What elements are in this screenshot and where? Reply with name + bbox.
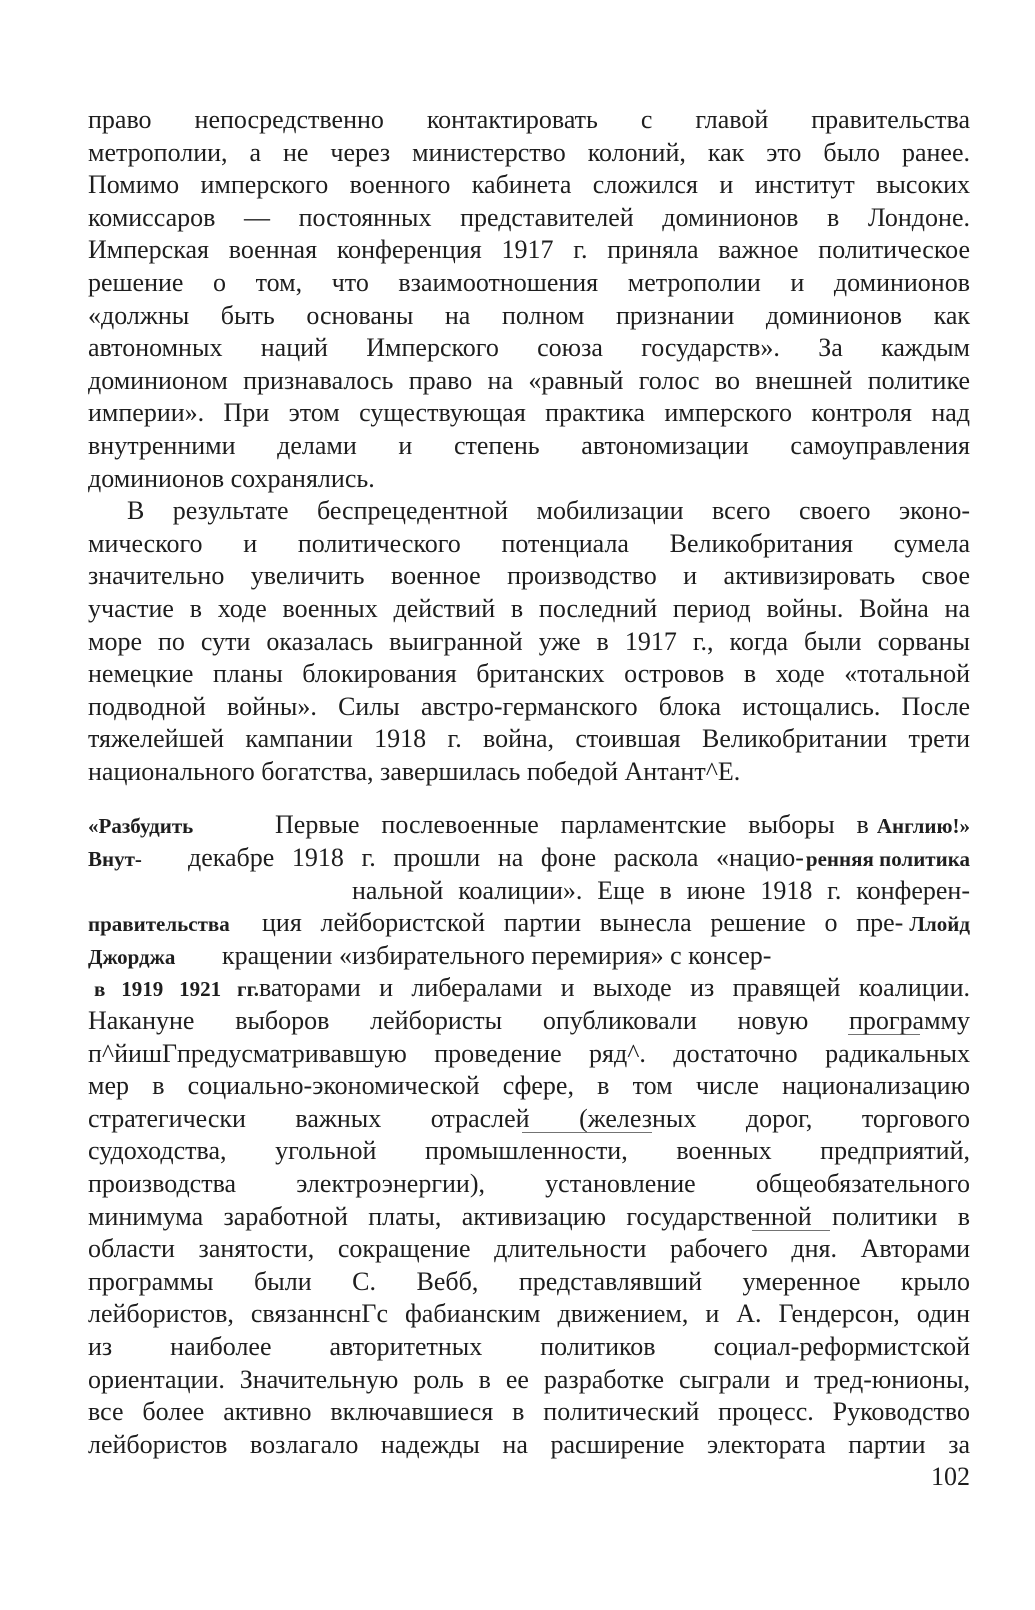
text-line: программы были С. Вебб, представлявший умеренное крыло [88, 1266, 970, 1296]
text-line: п^йишГпредусматривавшую проведение ряд^. достаточно радикальных [88, 1038, 970, 1068]
margin-note: Англию!» [876, 814, 970, 839]
text-line: внутренними делами и степень автономизации самоуправления [88, 430, 970, 460]
text-line: участие в ходе военных действий в последний период войны. Война на [88, 593, 970, 623]
text-run: кращении «избирательного перемирия» с консер- [222, 940, 772, 970]
text-line: империи». При этом существующая практика имперского контроля над [88, 398, 970, 428]
text-line: тяжелейшей кампании 1918 г. война, стоившая Великобритании трети [88, 724, 970, 754]
text-line: области занятости, сокращение длительности рабочего дня. Авторами [88, 1234, 970, 1264]
text-line: из наиболее авторитетных политиков социал-реформистской [88, 1331, 970, 1361]
text-line: все более активно включавшиеся в политический процесс. Руководство [88, 1397, 970, 1427]
text-line [88, 972, 970, 1005]
text-line: доминионом признавалось право на «равный голос во внешней политике [88, 365, 970, 395]
margin-note: в 1919 1921 гг. [94, 977, 259, 1002]
text-line [88, 940, 970, 973]
text-line [88, 907, 970, 940]
text-line: нальной коалиции». Еще в июне 1918 г. конферен- [352, 875, 970, 905]
text-line: «должны быть основаны на полном признании доминионов как [88, 300, 970, 330]
text-line: решение о том, что взаимоотношения метрополии и доминионов [88, 267, 970, 297]
pencil-underline [848, 1034, 920, 1035]
margin-note: Внут- [88, 847, 142, 872]
text-run: ваторами и либералами и выходе из правящей коалиции. [259, 973, 970, 1003]
text-line: ориентации. Значительную роль в ее разработке сыграли и тред-юнионы, [88, 1364, 970, 1394]
text-line: Помимо имперского военного кабинета сложился и институт высоких [88, 170, 970, 200]
margin-note: Ллойд [909, 912, 970, 937]
text-line: метрополии, а не через министерство колоний, как это было ранее. [88, 137, 970, 167]
pencil-underline [522, 1132, 652, 1133]
page-text [88, 104, 970, 1494]
text-line [88, 842, 970, 875]
text-run: ция лейбористской партии вынесла решение о пре- [262, 908, 904, 938]
text-line: судоходства, угольной промышленности, военных предприятий, [88, 1136, 970, 1166]
text-line: стратегически важных отраслей (железных дорог, торгового [88, 1103, 970, 1133]
text-line: лейбористов возлагало надежды на расширение электората партии за [88, 1429, 970, 1459]
text-line: Имперская военная конференция 1917 г. приняла важное политическое [88, 235, 970, 265]
pencil-underline [752, 1230, 830, 1231]
text-line: минимума заработной платы, активизацию государственной политики в [88, 1201, 970, 1231]
page-number: 102 [931, 1462, 970, 1492]
text-line: доминионов сохранялись. [88, 463, 375, 493]
text-run: Первые послевоенные парламентские выборы в [275, 810, 869, 840]
text-line: национального богатства, завершилась победой Антант^Е. [88, 756, 741, 786]
margin-note: ренняя политика [805, 847, 970, 872]
text-line: мер в социально-экономической сфере, в том числе национализацию [88, 1071, 970, 1101]
text-run: декабре 1918 г. прошли на фоне раскола «нацио- [188, 843, 804, 873]
text-line: подводной войны». Силы австро-германского блока истощались. После [88, 691, 970, 721]
text-line [88, 809, 970, 842]
margin-note: Джорджа [88, 944, 176, 969]
paragraph [88, 495, 970, 788]
margin-note: правительства [88, 912, 230, 937]
paragraph [88, 104, 970, 495]
text-line: Накануне выборов лейбористы опубликовали новую программу [88, 1006, 970, 1036]
section-gap [88, 788, 970, 809]
text-line: мического и политического потенциала Великобритания сумела [88, 528, 970, 558]
text-line: комиссаров — постоянных представителей доминионов в Лондоне. [88, 202, 970, 232]
text-line: лейбористов, связаннснГс фабианским движением, и А. Гендерсон, один [88, 1299, 970, 1329]
paragraph [88, 809, 970, 1461]
text-line: производства электроэнергии), установление общеобязательного [88, 1169, 970, 1198]
text-line: море по сути оказалась выигранной уже в 1917 г., когда были сорваны [88, 626, 970, 656]
text-line: значительно увеличить военное производство и активизировать свое [88, 561, 970, 591]
text-line: автономных наций Имперского союза государств». За каждым [88, 333, 970, 363]
margin-note: «Разбудить [88, 814, 194, 839]
text-line: В результате беспрецедентной мобилизации всего своего эконо- [127, 496, 970, 526]
text-line: немецкие планы блокирования британских островов в ходе «тотальной [88, 659, 970, 689]
text-line: право непосредственно контактировать с главой правительства [88, 105, 970, 134]
